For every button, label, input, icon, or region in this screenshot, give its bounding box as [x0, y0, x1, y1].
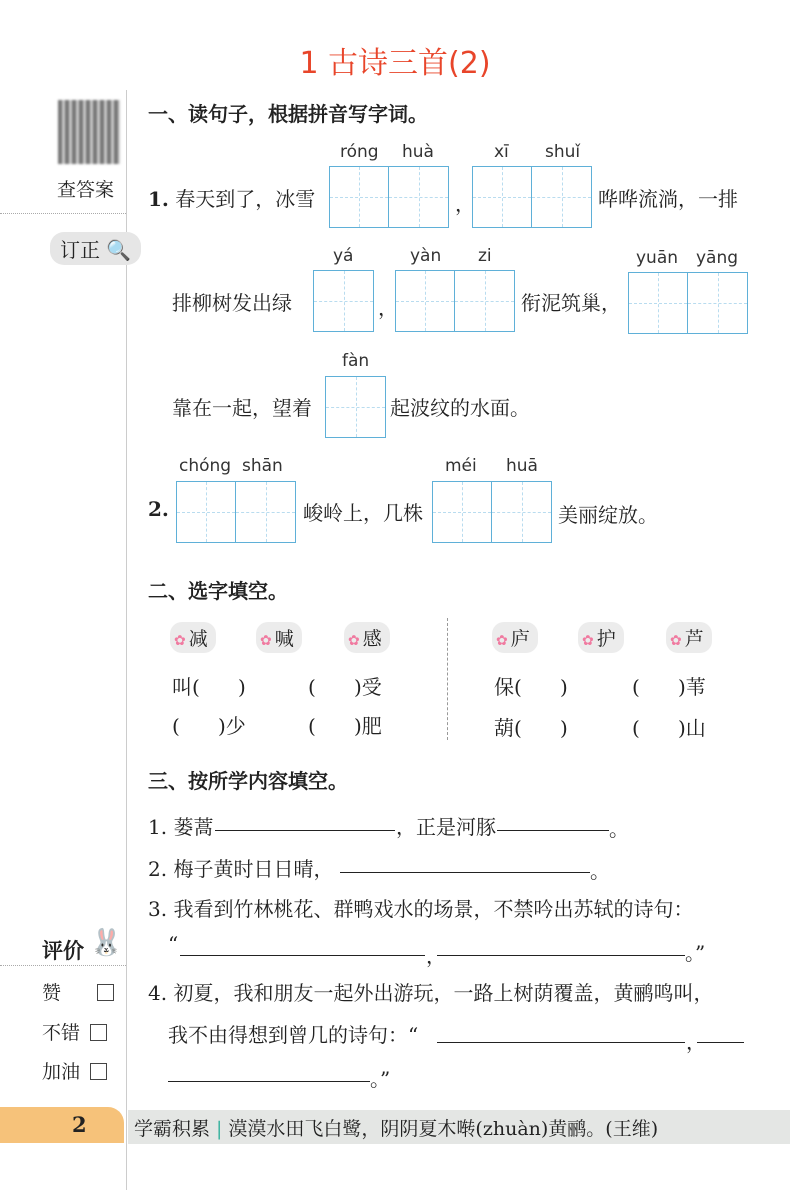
answer-line[interactable]: [497, 830, 609, 831]
answer-line[interactable]: [180, 955, 425, 956]
page-title: 1 古诗三首(2): [299, 46, 491, 81]
writing-grid[interactable]: [628, 272, 748, 334]
writing-grid[interactable]: [329, 166, 449, 228]
pinyin: chóng: [179, 456, 232, 476]
rabbit-icon: 🐰: [90, 928, 123, 958]
q2-number: 2.: [148, 497, 169, 521]
text: 衔泥筑巢，: [521, 291, 621, 315]
writing-grid[interactable]: [313, 270, 374, 332]
section2-heading: 二、选字填空。: [148, 579, 288, 603]
answer-line[interactable]: [215, 830, 395, 831]
q1-number: 1.: [148, 187, 169, 211]
footer-text: 漠漠水田飞白鹭，阴阴夏木啭(zhuàn)黄鹂。(王维): [228, 1118, 659, 1140]
text: 起波纹的水面。: [390, 396, 530, 420]
text: ，: [378, 296, 398, 320]
text: 排柳树发出绿: [172, 291, 292, 315]
fill-blank[interactable]: ( )山: [632, 716, 706, 740]
text: 哗哗流淌，一排: [598, 187, 738, 211]
section3-heading: 三、按所学内容填空。: [148, 769, 348, 793]
option-chip: ✿ 感: [344, 622, 390, 653]
correct-label: 订正: [60, 238, 100, 262]
fill-blank[interactable]: ( )苇: [632, 675, 706, 699]
pinyin: shān: [242, 456, 283, 476]
text: ，正是河豚: [396, 815, 496, 839]
text: 美丽绽放。: [558, 503, 658, 527]
writing-grid[interactable]: [472, 166, 592, 228]
pinyin: yàn: [410, 246, 442, 266]
option-chip: ✿ 护: [578, 622, 624, 653]
option-chip: ✿ 芦: [666, 622, 712, 653]
flower-icon: ✿: [670, 633, 682, 649]
flower-icon: ✿: [348, 633, 360, 649]
pinyin: zi: [478, 246, 492, 266]
rating-bucuo[interactable]: 不错: [42, 1018, 107, 1045]
pinyin: méi: [445, 456, 477, 476]
pinyin: fàn: [342, 351, 370, 371]
checkbox[interactable]: [90, 1024, 107, 1041]
pinyin: xī: [494, 142, 509, 162]
checkbox[interactable]: [90, 1063, 107, 1080]
flower-icon: ✿: [496, 633, 508, 649]
answer-line[interactable]: [697, 1042, 744, 1043]
text: 我不由得想到曾几的诗句：“: [168, 1023, 419, 1047]
pinyin: shuǐ: [545, 142, 581, 162]
text: ，: [455, 192, 475, 216]
writing-grid[interactable]: [432, 481, 552, 543]
magnifier-icon: 🔍: [106, 238, 132, 262]
answer-line[interactable]: [168, 1081, 370, 1082]
page-number-tab: [0, 1107, 124, 1143]
writing-grid[interactable]: [325, 376, 386, 438]
footer-note: 学霸积累 | 漠漠水田飞白鹭，阴阴夏木啭(zhuàn)黄鹂。(王维): [134, 1118, 659, 1140]
text: 峻岭上，几株: [303, 501, 423, 525]
divider: [0, 965, 126, 966]
footer-label: 学霸积累: [134, 1118, 211, 1140]
text: ，: [686, 1030, 706, 1054]
flower-icon: ✿: [260, 633, 272, 649]
correct-badge: [50, 232, 141, 265]
qr-code[interactable]: [58, 100, 120, 164]
fill-blank[interactable]: 叫( ): [172, 675, 246, 699]
divider: [0, 213, 126, 214]
pinyin: yuān: [636, 248, 679, 268]
text: 。”: [685, 941, 706, 965]
divider: [447, 618, 448, 740]
fill-blank[interactable]: 葫( ): [494, 716, 568, 740]
text: ，: [426, 944, 446, 968]
qr-label: 查答案: [57, 179, 115, 201]
option-chip: ✿ 减: [170, 622, 216, 653]
fill-blank[interactable]: ( )肥: [308, 714, 382, 738]
option-chip: ✿ 庐: [492, 622, 538, 653]
rating-zan[interactable]: 赞: [42, 978, 114, 1005]
page-number: 2: [72, 1112, 87, 1137]
answer-line[interactable]: [437, 955, 685, 956]
flower-icon: ✿: [582, 633, 594, 649]
text: 1. 蒌蒿: [148, 815, 214, 839]
text: 春天到了，冰雪: [175, 187, 316, 211]
fill-blank[interactable]: ( )受: [308, 675, 382, 699]
pinyin: róng: [340, 142, 379, 162]
pinyin: yá: [333, 246, 354, 266]
answer-line[interactable]: [340, 872, 590, 873]
text: 。”: [370, 1067, 391, 1091]
writing-grid[interactable]: [395, 270, 515, 332]
text: 靠在一起，望着: [172, 396, 312, 420]
text: 。: [609, 817, 629, 841]
flower-icon: ✿: [174, 633, 186, 649]
pinyin: yāng: [696, 248, 739, 268]
answer-line[interactable]: [437, 1042, 685, 1043]
eval-label: 评价: [42, 939, 84, 963]
writing-grid[interactable]: [176, 481, 296, 543]
text: “: [168, 932, 179, 956]
pinyin: huā: [506, 456, 538, 476]
section1-heading: 一、读句子，根据拼音写字词。: [148, 102, 428, 126]
rating-jiayou[interactable]: 加油: [42, 1057, 107, 1084]
fill-blank[interactable]: ( )少: [172, 714, 246, 738]
text: 2. 梅子黄时日日晴，: [148, 857, 334, 881]
fill-blank[interactable]: 保( ): [494, 675, 568, 699]
option-chip: ✿ 喊: [256, 622, 302, 653]
text: 3. 我看到竹林桃花、群鸭戏水的场景，不禁吟出苏轼的诗句：: [148, 897, 694, 921]
text: 4. 初夏，我和朋友一起外出游玩，一路上树荫覆盖，黄鹂鸣叫，: [148, 981, 714, 1005]
checkbox[interactable]: [97, 984, 114, 1001]
text: 。: [590, 859, 610, 883]
pinyin: huà: [402, 142, 434, 162]
